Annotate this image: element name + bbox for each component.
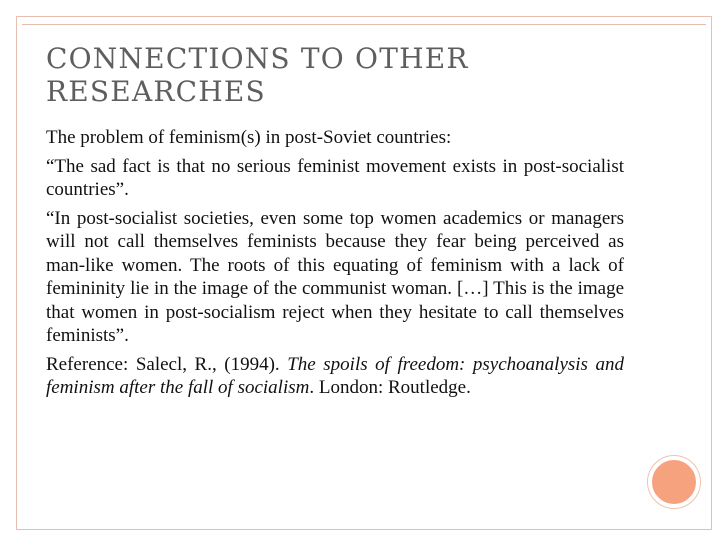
decorative-circle xyxy=(648,456,700,508)
reference-prefix: Reference: Salecl, R., (1994). xyxy=(46,353,288,375)
reference-paragraph xyxy=(46,353,624,400)
slide-body xyxy=(46,126,624,405)
slide-title xyxy=(46,42,666,108)
quote-paragraph-1: “The sad fact is that no serious feminist movement exists in post-socialist countries”. xyxy=(46,155,624,200)
reference-suffix: . London: Routledge. xyxy=(309,377,471,398)
reference-title: The spoils of freedom: psychoanalysis and feminism after the fall of socialism xyxy=(46,353,624,398)
title-line-2: RESEARCHES xyxy=(46,75,266,108)
intro-paragraph: The problem of feminism(s) in post-Soviet countries: xyxy=(46,127,452,148)
quote-paragraph-2: “In post-socialist societies, even some top women academics or managers will not call themselves feminists because they fear being perceived as man-like women. The roots of this equating of feminism with a lack of femininity lie in the image of the communist woman. […] This is the image that women in post-socialism reject when they hesitate to call themselves feminists”. xyxy=(46,207,624,346)
frame-top-line xyxy=(22,24,706,25)
title-line-1: CONNECTIONS TO OTHER xyxy=(46,42,469,75)
